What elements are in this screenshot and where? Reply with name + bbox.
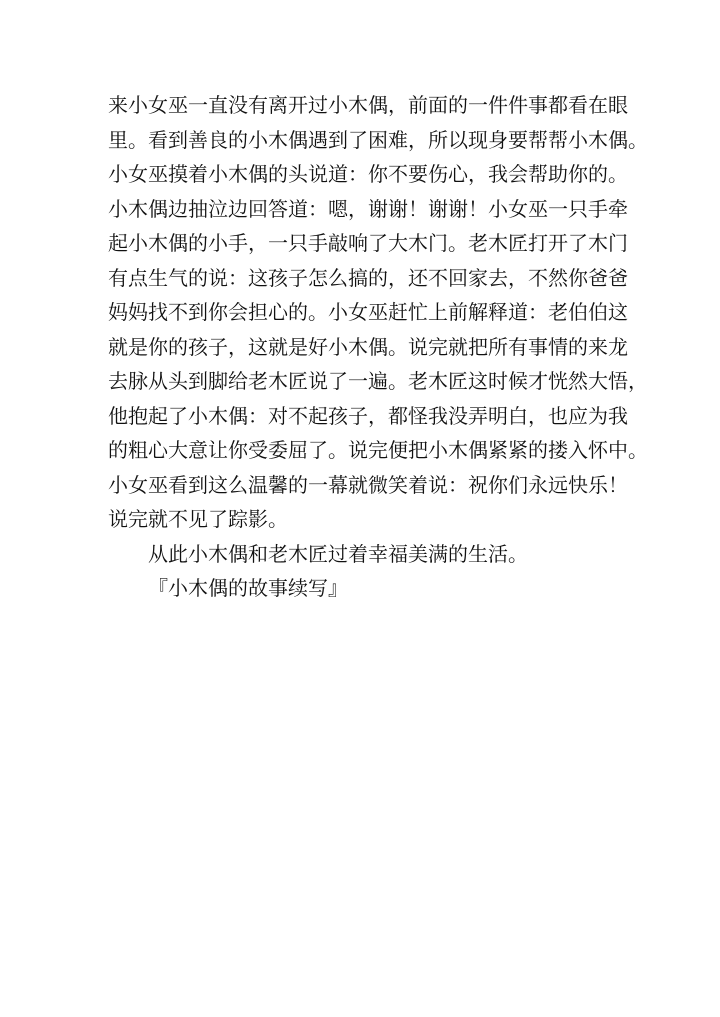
- paragraph-line: 的粗心大意让你受委屈了。说完便把小木偶紧紧的搂入怀中。: [108, 438, 648, 462]
- paragraph-line: 说完就不见了踪影。: [108, 507, 288, 531]
- paragraph-line: 有点生气的说：这孩子怎么搞的，还不回家去，不然你爸爸: [108, 265, 628, 290]
- paragraph-line: 他抱起了小木偶：对不起孩子，都怪我没弄明白，也应为我: [108, 403, 628, 428]
- paragraph-line: 妈妈找不到你会担心的。小女巫赶忙上前解释道：老伯伯这: [108, 300, 628, 324]
- closing-paragraph: 从此小木偶和老木匠过着幸福美满的生活。: [148, 541, 528, 566]
- paragraph-line: 就是你的孩子，这就是好小木偶。说完就把所有事情的来龙: [108, 334, 628, 359]
- paragraph-line: 去脉从头到脚给老木匠说了一遍。老木匠这时候才恍然大悟，: [108, 369, 648, 393]
- paragraph-line: 里。看到善良的小木偶遇到了困难，所以现身要帮帮小木偶。: [108, 127, 648, 152]
- story-title-note: 『小木偶的故事续写』: [148, 576, 348, 600]
- paragraph-line: 起小木偶的小手，一只手敲响了大木门。老木匠打开了木门: [108, 231, 628, 255]
- story-text: [108, 88, 648, 606]
- paragraph-line: 小木偶边抽泣边回答道：嗯，谢谢！谢谢！小女巫一只手牵: [108, 196, 628, 221]
- paragraph-line: 小女巫摸着小木偶的头说道：你不要伤心，我会帮助你的。: [108, 162, 628, 186]
- paragraph-line: 来小女巫一直没有离开过小木偶，前面的一件件事都看在眼: [108, 93, 628, 117]
- paragraph-line: 小女巫看到这么温馨的一幕就微笑着说：祝你们永远快乐！: [108, 472, 628, 497]
